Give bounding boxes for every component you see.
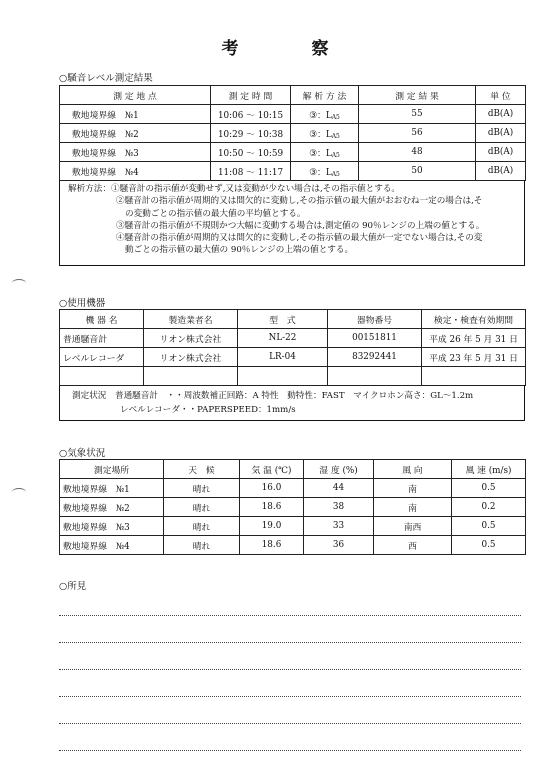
findings-dotted-line [59, 696, 521, 697]
wind-speed-cell: 0.5 [452, 536, 526, 555]
header-maker: 製造業者名 [144, 310, 238, 329]
time-cell: 10:50 ～ 10:59 [211, 143, 291, 162]
unit-cell: dB(A) [476, 143, 526, 162]
header-place: 測定場所 [60, 460, 164, 479]
weather-section-heading: ○気象状況 [59, 448, 106, 459]
result-cell: 56 [359, 124, 476, 143]
table-row [60, 162, 526, 181]
point-cell: 敷地境界線 №3 [60, 143, 211, 162]
equipment-table [59, 309, 526, 386]
table-header-row [60, 460, 526, 479]
equipment-section-heading: ○使用機器 [59, 298, 106, 309]
table-row [60, 517, 526, 536]
header-device: 機 器 名 [60, 310, 144, 329]
findings-dotted-line [59, 615, 521, 616]
method-cell: ③：$L_{A5}$ [291, 105, 359, 124]
result-cell: 50 [359, 162, 476, 181]
measurement-status [59, 385, 525, 421]
place-cell: 敷地境界線 №1 [60, 479, 164, 498]
header-time: 測 定 時 間 [211, 86, 291, 105]
wind-direction-cell: 南西 [374, 517, 452, 536]
validity-cell [422, 367, 526, 386]
header-humidity: 湿 度 (%) [304, 460, 374, 479]
method-cell: ③：$L_{A5}$ [291, 124, 359, 143]
page-title: 考 察 [221, 39, 357, 59]
temperature-cell: 18.6 [240, 498, 304, 517]
maker-cell: リオン株式会社 [144, 348, 238, 367]
analysis-method-notes [59, 180, 525, 266]
table-row [60, 367, 526, 386]
point-cell: 敷地境界線 №1 [60, 105, 211, 124]
findings-dotted-line [59, 642, 521, 643]
weather-table [59, 459, 526, 555]
status-line: 測定状況 普通騒音計 ・・周波数補正回路：A 特性 動特性：FAST マイクロホン高さ：GL～1.2m [72, 391, 474, 401]
serial-cell [328, 367, 422, 386]
header-temperature: 気 温 (℃) [240, 460, 304, 479]
point-cell: 敷地境界線 №4 [60, 162, 211, 181]
table-header-row [60, 86, 526, 105]
table-row [60, 329, 526, 348]
time-cell: 11:08 ～ 11:17 [211, 162, 291, 181]
table-row [60, 143, 526, 162]
note-line: 動ごとの指示値の最大値の 90％レンジの上端の値とする。 [125, 245, 354, 256]
wind-direction-cell: 南 [374, 479, 452, 498]
serial-cell: 83292441 [328, 348, 422, 367]
serial-cell: 00151811 [328, 329, 422, 348]
humidity-cell: 44 [304, 479, 374, 498]
wind-speed-cell: 0.2 [452, 498, 526, 517]
unit-cell: dB(A) [476, 124, 526, 143]
point-cell: 敷地境界線 №2 [60, 124, 211, 143]
note-line: ②騒音計の指示値が周期的又は間欠的に変動し,その指示値の最大値がおおむね一定の場合は,そ [116, 196, 483, 207]
place-cell: 敷地境界線 №4 [60, 536, 164, 555]
maker-cell [144, 367, 238, 386]
result-cell: 48 [359, 143, 476, 162]
table-row [60, 498, 526, 517]
header-result: 測 定 結 果 [359, 86, 476, 105]
temperature-cell: 19.0 [240, 517, 304, 536]
header-model: 型 式 [238, 310, 328, 329]
method-cell: ③：$L_{A5}$ [291, 143, 359, 162]
table-row [60, 348, 526, 367]
noise-results-table [59, 85, 526, 181]
findings-dotted-line [59, 723, 521, 724]
wind-direction-cell: 西 [374, 536, 452, 555]
findings-section-heading: ○所見 [59, 581, 87, 592]
model-cell: LR-04 [238, 348, 328, 367]
unit-cell: dB(A) [476, 105, 526, 124]
temperature-cell: 18.6 [240, 536, 304, 555]
header-unit: 単 位 [476, 86, 526, 105]
wind-speed-cell: 0.5 [452, 479, 526, 498]
result-cell: 55 [359, 105, 476, 124]
maker-cell: リオン株式会社 [144, 329, 238, 348]
device-cell [60, 367, 144, 386]
findings-dotted-line [59, 750, 521, 751]
table-row [60, 479, 526, 498]
weather-cell: 晴れ [164, 498, 240, 517]
time-cell: 10:06 ～ 10:15 [211, 105, 291, 124]
wind-direction-cell: 南 [374, 498, 452, 517]
time-cell: 10:29 ～ 10:38 [211, 124, 291, 143]
model-cell [238, 367, 328, 386]
place-cell: 敷地境界線 №2 [60, 498, 164, 517]
table-header-row [60, 310, 526, 329]
status-line: レベルレコーダ・・PAPERSPEED：1mm/s [120, 405, 296, 415]
device-cell: 普通騒音計 [60, 329, 144, 348]
header-wind-direction: 風 向 [374, 460, 452, 479]
weather-cell: 晴れ [164, 479, 240, 498]
punch-hole-mark [12, 279, 26, 287]
weather-cell: 晴れ [164, 536, 240, 555]
temperature-cell: 16.0 [240, 479, 304, 498]
validity-cell: 平成 26 年 5 月 31 日 [422, 329, 526, 348]
header-wind-speed: 風 速 (m/s) [452, 460, 526, 479]
place-cell: 敷地境界線 №3 [60, 517, 164, 536]
noise-section-heading: ○騒音レベル測定結果 [59, 73, 153, 84]
punch-hole-mark [12, 488, 26, 496]
note-line: ③騒音計の指示値が不規則かつ大幅に変動する場合は,測定値の 90％レンジの上端の値とする。 [116, 220, 485, 231]
header-weather: 天 候 [164, 460, 240, 479]
validity-cell: 平成 23 年 5 月 31 日 [422, 348, 526, 367]
header-point: 測 定 地 点 [60, 86, 211, 105]
table-row [60, 124, 526, 143]
table-row [60, 105, 526, 124]
humidity-cell: 38 [304, 498, 374, 517]
findings-dotted-line [59, 669, 521, 670]
header-validity: 検定・検査有効期間 [422, 310, 526, 329]
device-cell: レベルレコーダ [60, 348, 144, 367]
unit-cell: dB(A) [476, 162, 526, 181]
note-line: ④騒音計の指示値が周期的又は間欠的に変動し,その指示値の最大値が一定でない場合は,その変 [116, 233, 483, 244]
humidity-cell: 33 [304, 517, 374, 536]
header-method: 解 析 方 法 [291, 86, 359, 105]
wind-speed-cell: 0.5 [452, 517, 526, 536]
note-line: の変動ごとの指示値の最大値の平均値とする。 [125, 208, 306, 219]
header-serial: 器物番号 [328, 310, 422, 329]
note-line: 解析方法：①騒音計の指示値が変動せず,又は変動が少ない場合は,その指示値とする。 [68, 184, 401, 194]
weather-cell: 晴れ [164, 517, 240, 536]
model-cell: NL-22 [238, 329, 328, 348]
humidity-cell: 36 [304, 536, 374, 555]
table-row [60, 536, 526, 555]
method-cell: ③：$L_{A5}$ [291, 162, 359, 181]
